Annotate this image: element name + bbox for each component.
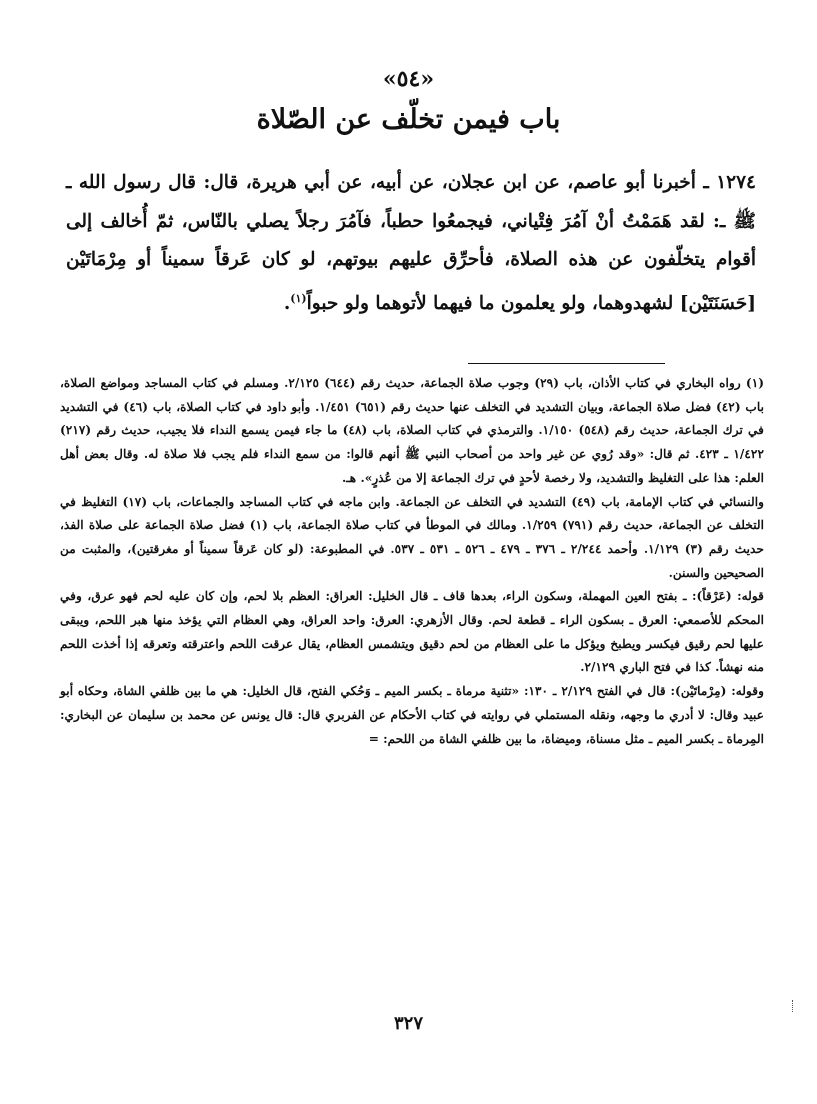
hadith-body: ١٢٧٤ ـ أخبرنا أبو عاصم، عن ابن عجلان، عن أبيه، عن أبي هريرة، قال: قال رسول الله ـ ﷺ ـ: لقد هَمَمْتُ أنْ آمُرَ فِتْياني، فيجمعُوا حطباً، فآمُرَ رجلاً يصلي بالنّاس، ثمّ أُخالف إلى أقوام يتخلّفون عن هذه الصلاة، فأحرِّق عليهم بيوتهم، لو كان عَرقاً سميناً أو مِرْمَاتَيْن [حَسَنَتَيْن] لشهدوهما، ولو يعلمون ما فيهما لأتوهما ولو حبواً [66, 172, 756, 314]
chapter-number: «٥٤» [382, 66, 435, 92]
footnote-separator [468, 363, 665, 364]
footnote-paragraph: وقوله: (مِرْماتَيْن): قال في الفتح ٢/١٢٩ ـ ١٣٠: «تثنية مرماة ـ بكسر الميم ـ وَحُكي الفتح، قال الخليل: هي ما بين ظلفي الشاة، وحكاه أبو عبيد وقال: لا أدري ما وجهه، ونقله المستملي في روايته في كتاب الأحكام عن الفربري قال: قال يونس عن محمد بن سليمان عن البخاري: المِرماة ـ بكسر الميم ـ مثل مسناة، وميضاة، ما بين ظلفي الشاة من اللحم: = [60, 684, 765, 746]
footnote-reference: (١) [290, 291, 307, 305]
footnote-paragraph: قوله: (عَرْقاً): ـ بفتح العين المهملة، وسكون الراء، بعدها قاف ـ قال الخليل: العراق: العظم بلا لحم، وإن كان عليه لحم فهو عرق، وفي المحكم للأصمعي: العرق ـ بسكون الراء ـ قطعة لحم. وقال الأزهري: العرق: واحد العراق، وهي العظام التي يؤخذ منها هبر اللحم، ويبقى عليها لحم رقيق فيكسر ويطبخ ويؤكل ما على العظام من لحم دقيق ويتشمس العظام، يقال عرقت اللحم واعترقته وتعرقه إذا أخذت اللحم منه نهشاً. كذا في فتح الباري ٢/١٢٩. [60, 589, 764, 675]
hadith-end: . [283, 292, 291, 314]
chapter-title: باب فيمن تخلّف عن الصّلاة [256, 104, 561, 135]
footnote-paragraph: (١) رواه البخاري في كتاب الأذان، باب (٢٩) وجوب صلاة الجماعة، حديث رقم (٦٤٤) ٢/١٢٥. ومسلم في كتاب المساجد ومواضع الصلاة، باب (٤٢) فضل صلاة الجماعة، وبيان التشديد في التخلف عنها حديث رقم (٦٥١) ١/٤٥١. وأبو داود في كتاب الصلاة، باب (٤٦) في التشديد في ترك الجماعة، حديث رقم (٥٤٨) ١/١٥٠. والترمذي في كتاب الصلاة، باب (٤٨) ما جاء فيمن يسمع النداء فلا يجيب، حديث رقم (٢١٧) ١/٤٢٢ ـ ٤٢٣. ثم قال: «وقد رُوي عن غير واحد من أصحاب النبي ﷺ أنهم قالوا: من سمع النداء فلم يجب فلا صلاة له. وقال بعض أهل العلم: هذا على التغليظ والتشديد، ولا رخصة لأحدٍ في ترك الجماعة إلا من عُذرٍ». هـ. [60, 376, 765, 485]
footnotes [60, 372, 764, 751]
footnote-paragraph: والنسائي في كتاب الإمامة، باب (٤٩) التشديد في التخلف عن الجماعة. وابن ماجه في كتاب المساجد والجماعات، باب (١٧) التغليظ في التخلف عن الجماعة، حديث رقم (٧٩١) ١/٢٥٩. ومالك في الموطأ في كتاب صلاة الجماعة، باب (١) فضل صلاة الجماعة على صلاة الفذ، حديث رقم (٣) ١/١٢٩. وأحمد ٢/٢٤٤ ـ ٣٧٦ ـ ٤٧٩ ـ ٥٢٦ ـ ٥٣١ ـ ٥٣٧. في المطبوعة: (لو كان عَرقاً سميناً أو مغرقتين)، والمثبت من الصحيحين والسنن. [60, 494, 764, 580]
hadith-text [66, 164, 756, 323]
page-number: ٣٢٧ [393, 1013, 423, 1034]
scan-edge-mark [792, 1000, 797, 1012]
